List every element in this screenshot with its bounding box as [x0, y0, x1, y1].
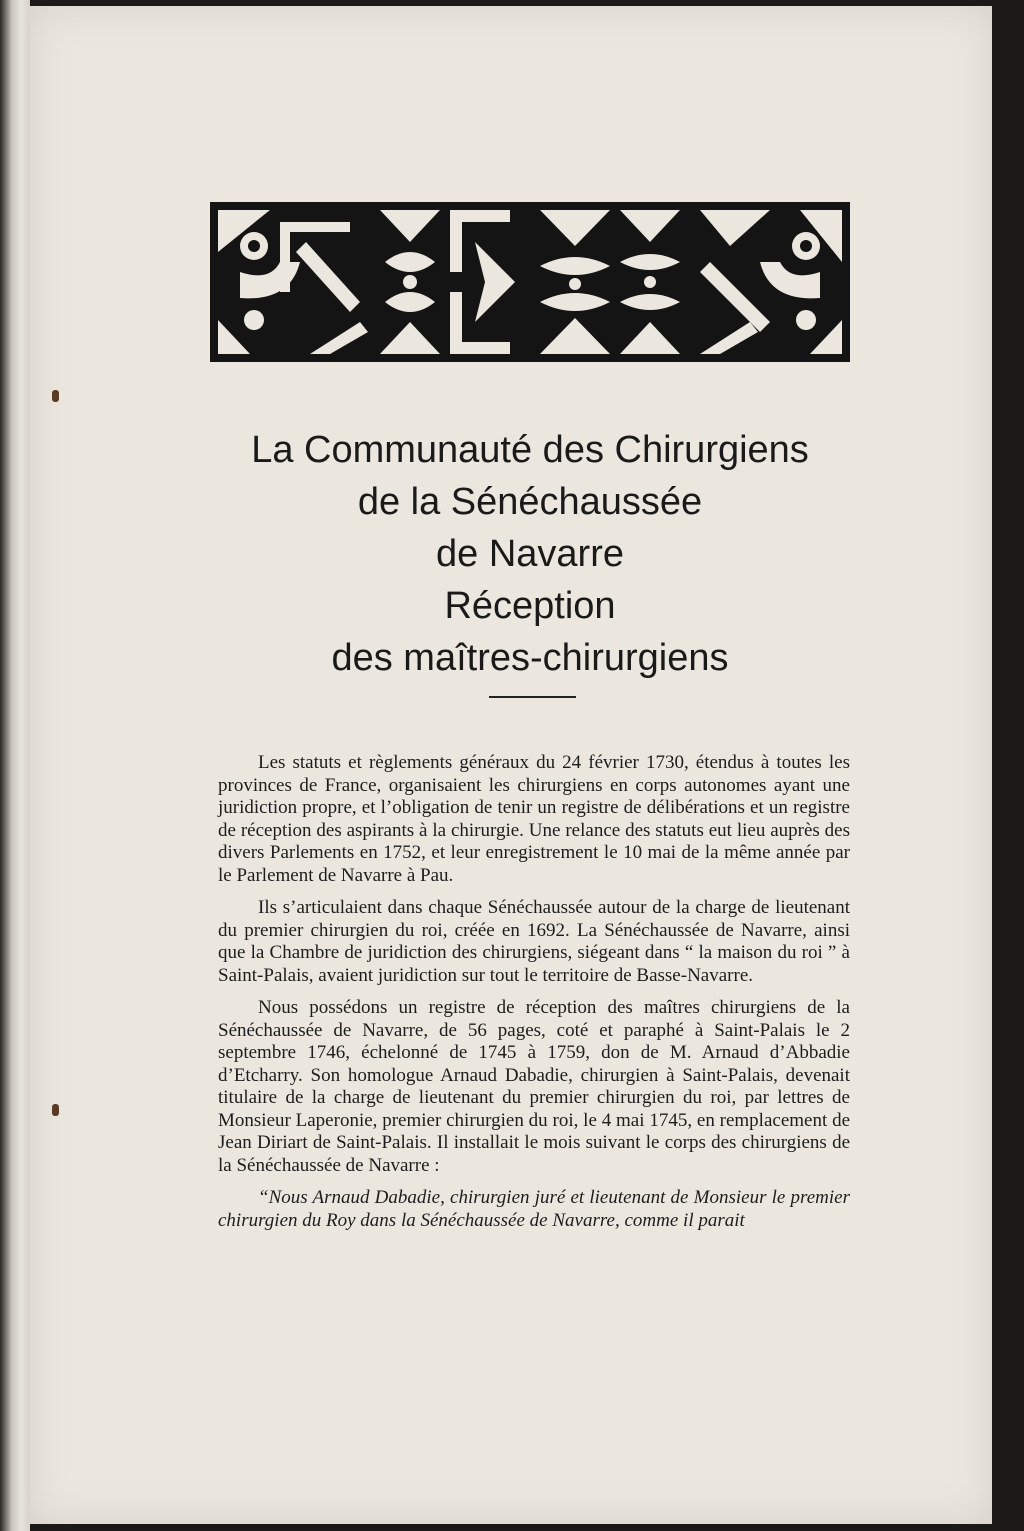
- paragraph: Les statuts et règlements généraux du 24 février 1730, étendus à toutes les provinces de France, organisaient les chirurgiens en corps autonomes ayant une juridiction propre, et l’obligation de tenir un registre de délibérations et un registre de réception des aspirants à la chirurgie. Une relance des statuts eut lieu auprès des divers Parlements en 1752, et leur enregistrement le 10 mai de la même année par le Parlement de Navarre à Pau.: [218, 752, 850, 886]
- title-line: de la Sénéchaussée: [357, 481, 703, 523]
- title-line: La Communauté des Chirurgiens: [251, 429, 809, 471]
- quotation: “Nous Arnaud Dabadie, chirurgien juré et lieutenant de Monsieur le premier chirurgien du Roy dans la Sénéchaussée de Navarre, comme il parait: [218, 1187, 850, 1231]
- document-page: [30, 6, 992, 1524]
- paragraph: Nous possédons un registre de réception des maîtres chirurgiens de la Sénéchaussée de Navarre, de 56 pages, coté et paraphé à Saint-Palais le 2 septembre 1746, échelonné de 1745 à 1759, don de M. Arnaud d’Abbadie d’Etcharry. Son homologue Arnaud Dabadie, chirurgien à Saint-Palais, devenait titulaire de la charge de lieutenant du premier chirurgien du roi, par lettres de Monsieur Laperonie, premier chirurgien du roi, le 4 mai 1745, en remplacement de Jean Diriart de Saint-Palais. Il installait le mois suivant le corps des chirurgiens de la Sénéchaussée de Navarre :: [218, 997, 850, 1176]
- title-divider: [489, 696, 576, 698]
- title-line: Réception: [444, 585, 616, 627]
- paragraph: Ils s’articulaient dans chaque Sénéchaussée autour de la charge de lieutenant du premier chirurgien du roi, créée en 1692. La Sénéchaussée de Navarre, ainsi que la Chambre de juridiction des chirurgiens, siégeant dans “ la maison du roi ” à Saint-Palais, avaient juridiction sur tout le territoire de Basse-Navarre.: [218, 897, 850, 986]
- title-line: de Navarre: [436, 533, 624, 575]
- binding-staple-top: [52, 390, 59, 402]
- book-spine: [0, 0, 30, 1531]
- ornamental-frieze-icon: [210, 202, 850, 362]
- article-title: [180, 424, 880, 684]
- title-line: des maîtres-chirurgiens: [331, 637, 729, 679]
- article-body: [218, 752, 850, 1242]
- binding-staple-bottom: [52, 1104, 59, 1116]
